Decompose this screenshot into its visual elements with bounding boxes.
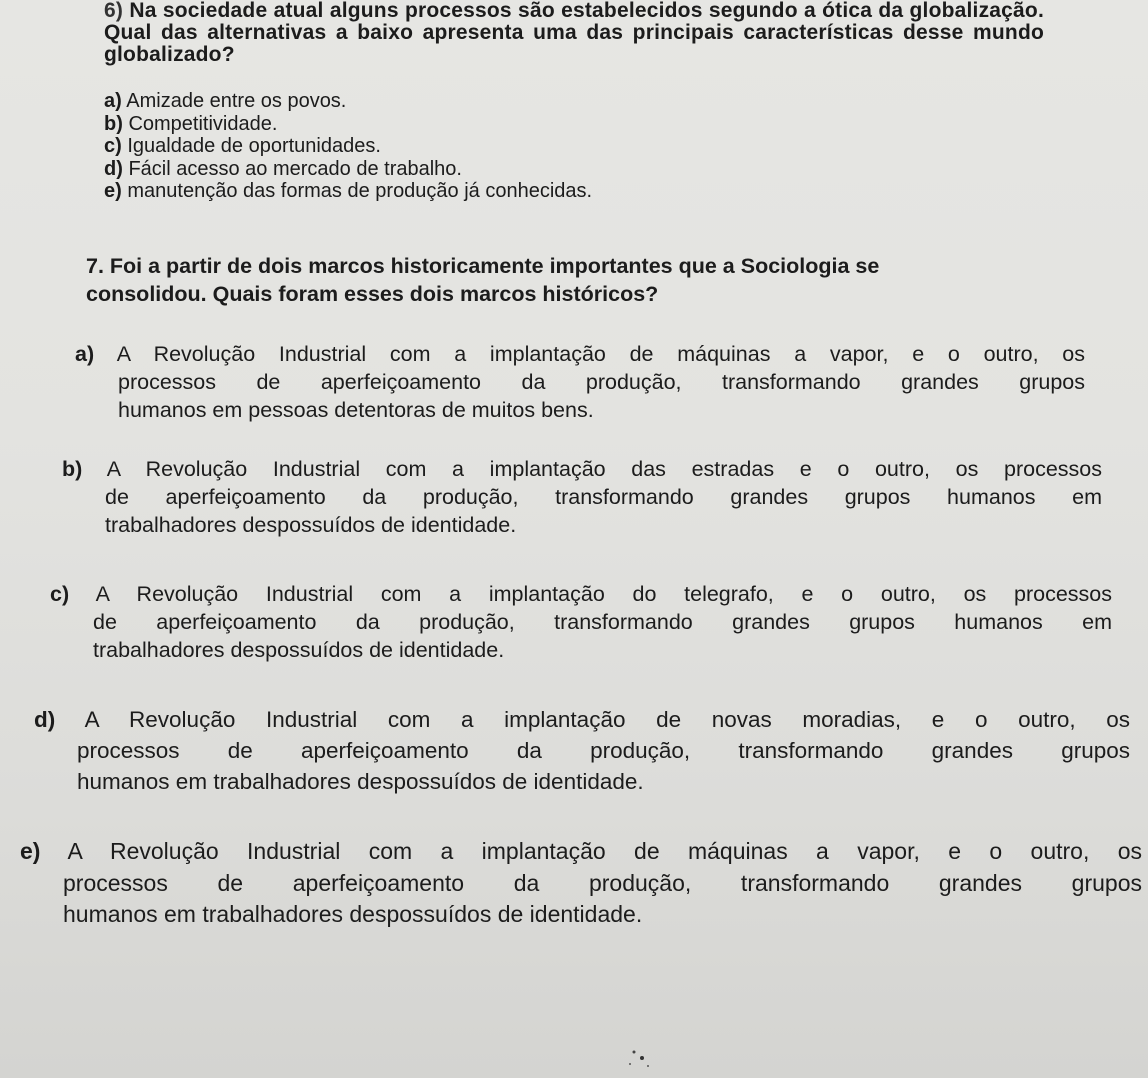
option-line: A Revolução Industrial com a implantação de máquinas a vapor, e o outro, os — [116, 342, 1086, 366]
option-line: processos de aperfeiçoamento da produção, transformando grandes grupos — [118, 370, 1085, 394]
option-line: humanos em pessoas detentoras de muitos bens. — [118, 398, 594, 422]
option-line: de aperfeiçoamento da produção, transformando grandes grupos humanos em — [105, 485, 1102, 509]
option-line: A Revolução Industrial com a implantação das estradas e o outro, os processos — [106, 457, 1102, 481]
question-7-option-a — [75, 340, 1085, 424]
option-letter: a) — [75, 342, 95, 366]
question-6-option-a: a) Amizade entre os povos. — [104, 90, 347, 112]
question-7-stem-line-2: consolidou. Quais foram esses dois marcos históricos? — [86, 282, 659, 306]
question-6-option-b: b) Competitividade. — [104, 112, 278, 135]
question-6-option-c: c) Igualdade de oportunidades. — [104, 135, 381, 157]
question-7 — [86, 252, 1076, 308]
question-7-stem — [86, 252, 1076, 308]
question-7-option-b — [62, 455, 1102, 539]
option-line: A Revolução Industrial com a implantação de novas moradias, e o outro, os — [84, 707, 1130, 732]
question-7-option-c — [50, 580, 1112, 664]
option-letter: d) — [34, 707, 56, 732]
option-line: humanos em trabalhadores despossuídos de identidade. — [77, 769, 644, 794]
option-line: A Revolução Industrial com a implantação do telegrafo, e o outro, os processos — [95, 582, 1112, 606]
question-6-text: Na sociedade atual alguns processos são estabelecidos segundo a ótica da globalização. Qual das alternativas a baixo apresenta uma das principais características desse mundo globalizado? — [104, 0, 1044, 66]
question-6-number: 6) — [104, 0, 124, 22]
option-letter: c) — [50, 582, 70, 606]
option-letter: e) — [20, 838, 41, 864]
question-6 — [104, 0, 1044, 203]
option-line: trabalhadores despossuídos de identidade. — [105, 513, 517, 537]
option-letter: b) — [62, 457, 83, 481]
option-line: trabalhadores despossuídos de identidade. — [93, 638, 505, 662]
question-6-option-d: d) Fácil acesso ao mercado de trabalho. — [104, 157, 462, 180]
ink-speck-mark — [620, 1040, 660, 1070]
question-7-stem-line-1: 7. Foi a partir de dois marcos historicamente importantes que a Sociologia se — [86, 254, 880, 278]
option-line: processos de aperfeiçoamento da produção, transformando grandes grupos — [63, 869, 1142, 896]
option-line: processos de aperfeiçoamento da produção, transformando grandes grupos — [77, 738, 1130, 763]
question-7-option-d — [34, 704, 1130, 797]
option-line: humanos em trabalhadores despossuídos de identidade. — [63, 901, 643, 927]
question-6-stem — [104, 0, 1044, 66]
question-7-option-e — [20, 836, 1142, 931]
question-6-options — [104, 90, 1044, 203]
question-6-option-e: e) manutenção das formas de produção já conhecidas. — [104, 180, 593, 202]
option-line: A Revolução Industrial com a implantação de máquinas a vapor, e o outro, os — [67, 838, 1142, 864]
option-line: de aperfeiçoamento da produção, transformando grandes grupos humanos em — [93, 610, 1112, 634]
